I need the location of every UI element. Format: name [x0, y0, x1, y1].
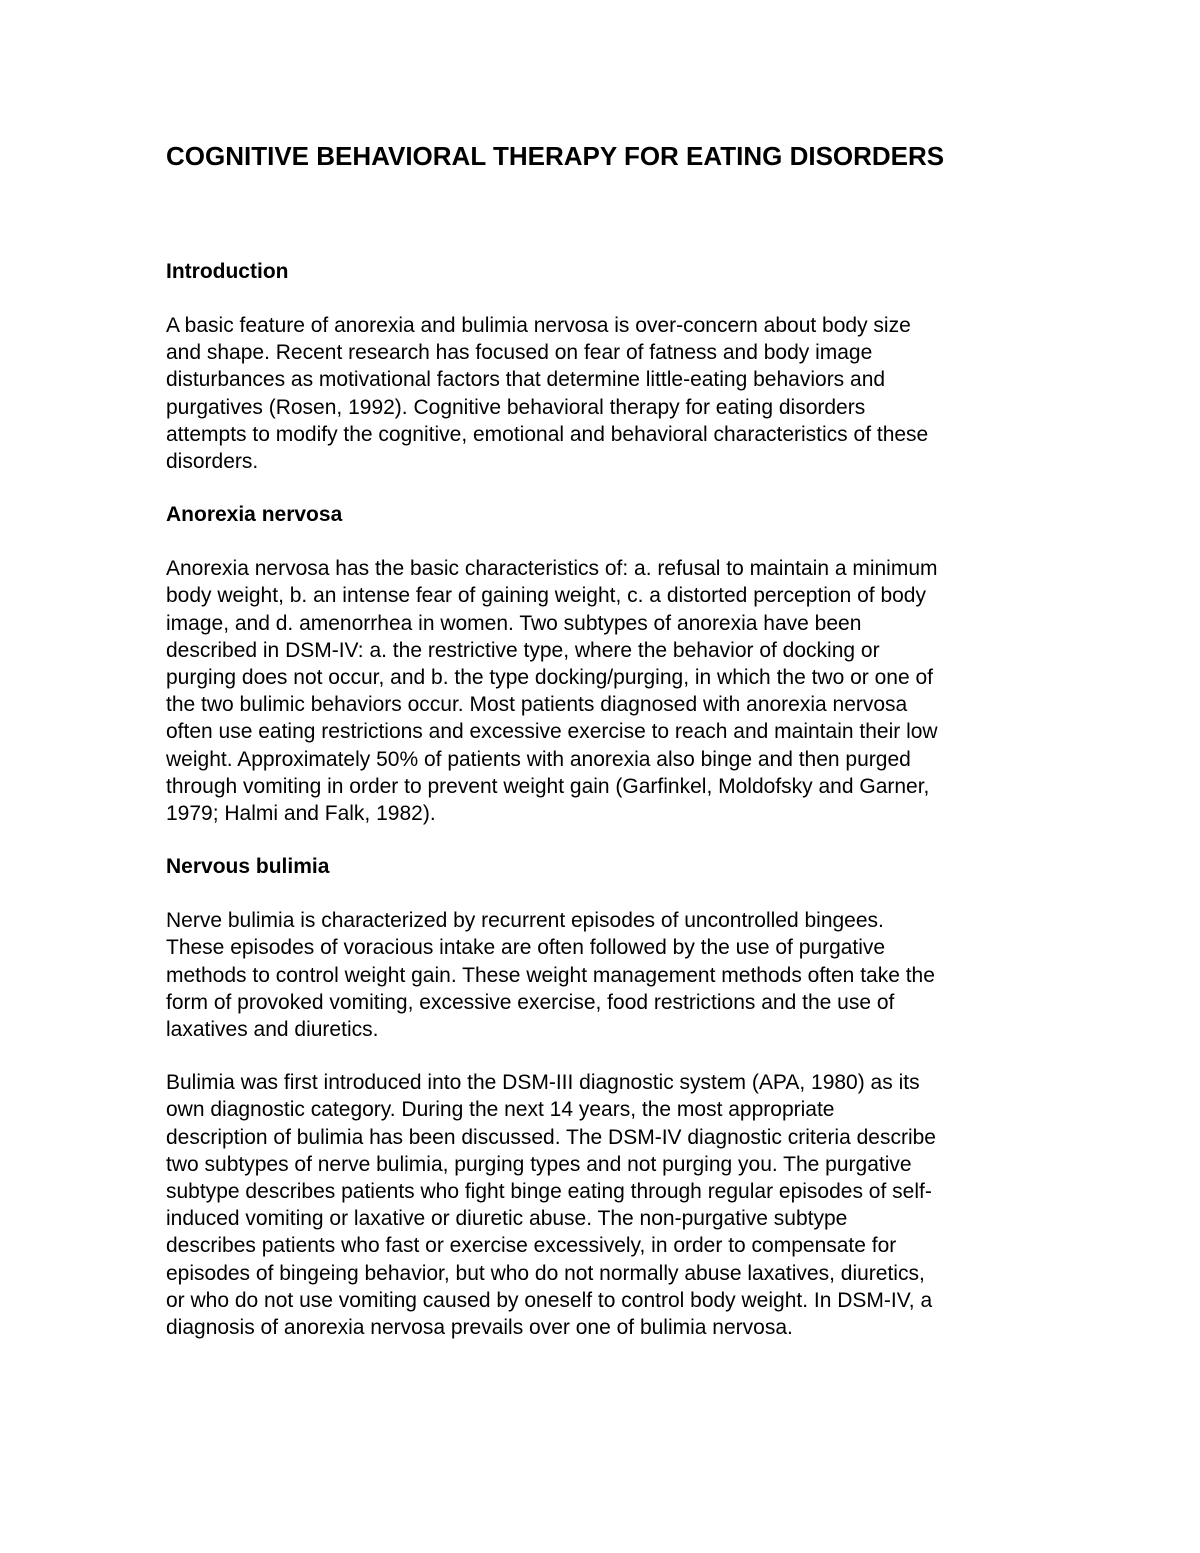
text-line: the two bulimic behaviors occur. Most patients diagnosed with anorexia nervosa — [166, 693, 908, 717]
text-line: and shape. Recent research has focused on fear of fatness and body image — [166, 341, 873, 365]
text-line: These episodes of voracious intake are often followed by the use of purgative — [166, 936, 886, 960]
text-line: or who do not use vomiting caused by oneself to control body weight. In DSM-IV, a — [166, 1288, 933, 1312]
section-heading-introduction: Introduction — [166, 260, 289, 283]
text-line: body weight, b. an intense fear of gaining weight, c. a distorted perception of body — [166, 584, 926, 608]
text-line: disorders. — [166, 450, 259, 474]
anorexia-paragraph — [166, 555, 1046, 827]
text-line: Anorexia nervosa has the basic characteristics of: a. refusal to maintain a minimum — [166, 557, 938, 581]
document-page — [166, 138, 1046, 1341]
bulimia-paragraph-2 — [166, 1069, 1046, 1341]
text-line: Nerve bulimia is characterized by recurrent episodes of uncontrolled bingees. — [166, 909, 884, 933]
text-line: Bulimia was first introduced into the DSM-III diagnostic system (APA, 1980) as its — [166, 1071, 920, 1095]
text-line: image, and d. amenorrhea in women. Two subtypes of anorexia have been — [166, 611, 862, 635]
text-line: purgatives (Rosen, 1992). Cognitive behavioral therapy for eating disorders — [166, 395, 866, 419]
text-line: subtype describes patients who fight binge eating through regular episodes of self- — [166, 1180, 932, 1204]
text-line: purging does not occur, and b. the type docking/purging, in which the two or one of — [166, 666, 934, 690]
text-line: disturbances as motivational factors that determine little-eating behaviors and — [166, 368, 886, 392]
text-line: attempts to modify the cognitive, emotional and behavioral characteristics of these — [166, 422, 929, 446]
text-line: two subtypes of nerve bulimia, purging types and not purging you. The purgative — [166, 1152, 912, 1176]
text-line: episodes of bingeing behavior, but who do not normally abuse laxatives, diuretics, — [166, 1261, 925, 1285]
text-line: methods to control weight gain. These weight management methods often take the — [166, 963, 935, 987]
text-line: laxatives and diuretics. — [166, 1018, 379, 1042]
text-line: 1979; Halmi and Falk, 1982). — [166, 802, 436, 826]
introduction-paragraph — [166, 312, 1046, 475]
text-line: described in DSM-IV: a. the restrictive type, where the behavior of docking or — [166, 638, 880, 662]
text-line: own diagnostic category. During the next 14 years, the most appropriate — [166, 1098, 835, 1122]
bulimia-paragraph-1 — [166, 907, 1046, 1043]
text-line: through vomiting in order to prevent weight gain (Garfinkel, Moldofsky and Garner, — [166, 774, 930, 798]
text-line: diagnosis of anorexia nervosa prevails over one of bulimia nervosa. — [166, 1316, 793, 1340]
section-heading-nervous-bulimia: Nervous bulimia — [166, 855, 330, 879]
text-line: A basic feature of anorexia and bulimia nervosa is over-concern about body size — [166, 314, 911, 337]
text-line: induced vomiting or laxative or diuretic abuse. The non-purgative subtype — [166, 1207, 848, 1231]
text-line: form of provoked vomiting, excessive exercise, food restrictions and the use of — [166, 990, 895, 1014]
text-line: description of bulimia has been discussed. The DSM-IV diagnostic criteria describe — [166, 1125, 936, 1149]
text-line: describes patients who fast or exercise excessively, in order to compensate for — [166, 1234, 897, 1258]
text-line: often use eating restrictions and excessive exercise to reach and maintain their low — [166, 720, 938, 744]
section-heading-anorexia-nervosa: Anorexia nervosa — [166, 503, 343, 527]
text-line: weight. Approximately 50% of patients with anorexia also binge and then purged — [166, 747, 911, 771]
document-title: COGNITIVE BEHAVIORAL THERAPY FOR EATING DISORDERS — [166, 141, 945, 171]
